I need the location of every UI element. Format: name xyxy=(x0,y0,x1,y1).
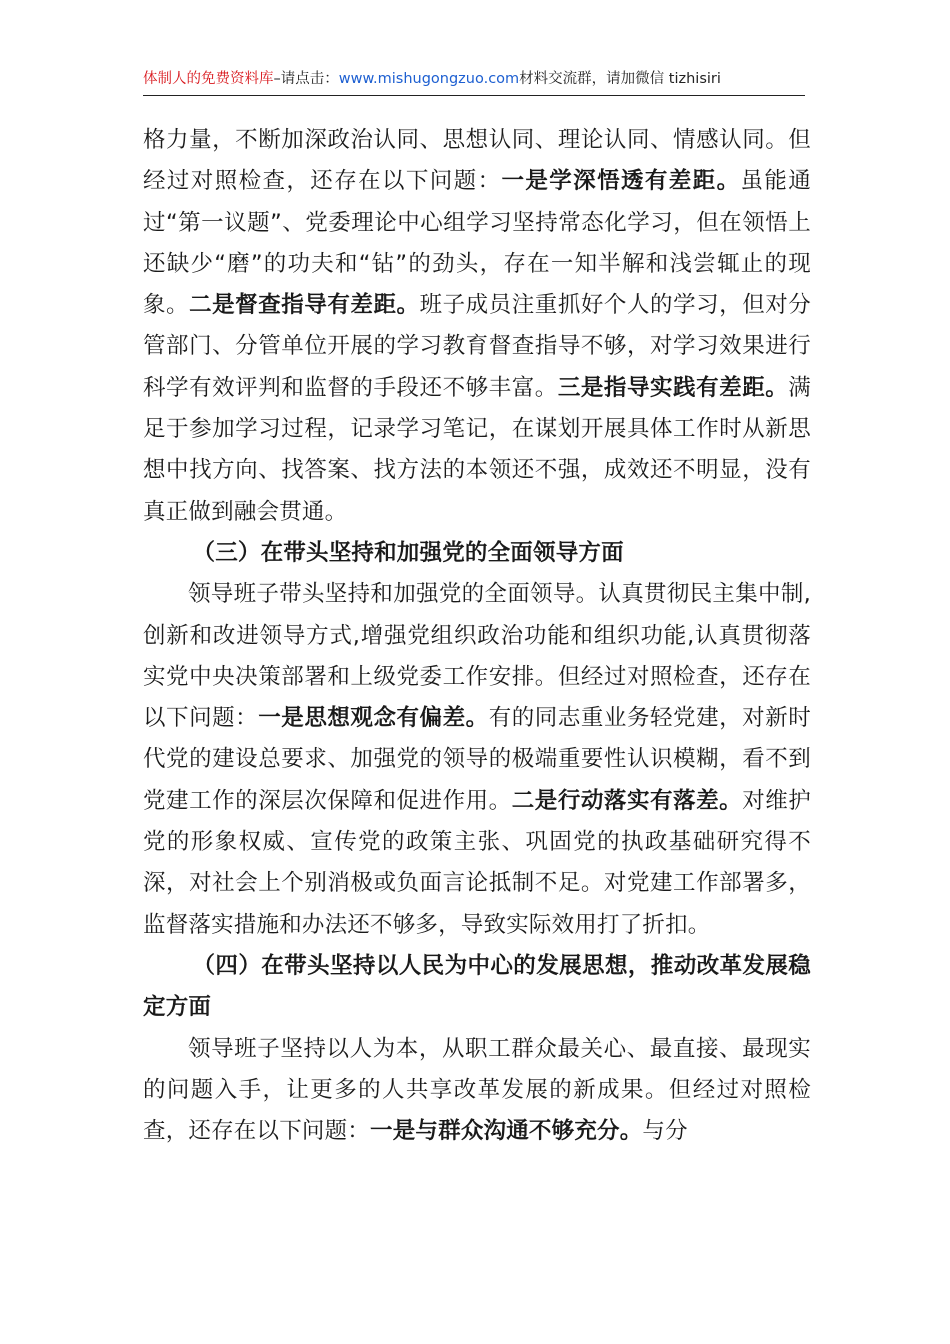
section-heading-4: （四）在带头坚持以人民为中心的发展思想，推动改革发展稳定方面 xyxy=(143,952,811,1021)
page-header xyxy=(143,66,805,96)
document-body xyxy=(143,120,811,1152)
header-prompt: –请点击： xyxy=(273,71,339,87)
bold-point: 一是思想观念有偏差。 xyxy=(258,705,489,732)
bold-point: 二是行动落实有落差。 xyxy=(511,787,743,814)
section-heading-3: （三）在带头坚持和加强党的全面领导方面 xyxy=(192,539,624,566)
bold-point: 一是学深悟透有差距。 xyxy=(501,168,741,195)
paragraph-3: 领导班子坚持以人为本，从职工群众最关心、最直接、最现实的问题入手，让更多的人共享改革发展的新成果。但经过对照检查，还存在以下问题：一是与群众沟通不够充分。与分 xyxy=(143,1035,811,1145)
header-site-name: 体制人的免费资料库 xyxy=(143,71,274,87)
paragraph-2: 领导班子带头坚持和加强党的全面领导。认真贯彻民主集中制,创新和改进领导方式,增强党组织政治功能和组织功能,认真贯彻落实党中央决策部署和上级党委工作安排。但经过对照检查，还存在以下问题：一是思想观念有偏差。有的同志重业务轻党建，对新时代党的建设总要求、加强党的领导的极端重要性认识模糊，看不到党建工作的深层次保障和促进作用。二是行动落实有落差。对维护党的形象权威、宣传党的政策主张、巩固党的执政基础研究得不深，对社会上个别消极或负面言论抵制不足。对党建工作部署多，监督落实措施和办法还不够多，导致实际效用打了折扣。 xyxy=(143,581,811,938)
bold-point: 一是与群众沟通不够充分。 xyxy=(370,1118,643,1145)
header-url-link[interactable]: www.mishugongzuo.com xyxy=(338,71,520,87)
header-contact: 材料交流群，请加微信 tizhisiri xyxy=(519,71,721,87)
paragraph-1: 格力量，不断加深政治认同、思想认同、理论认同、情感认同。但经过对照检查，还存在以下问题：一是学深悟透有差距。虽能通过“第一议题”、党委理论中心组学习坚持常态化学习，但在领悟上还缺少“磨”的功夫和“钻”的劲头，存在一知半解和浅尝辄止的现象。二是督查指导有差距。班子成员注重抓好个人的学习，但对分管部门、分管单位开展的学习教育督查指导不够，对学习效果进行科学有效评判和监督的手段还不够丰富。三是指导实践有差距。满足于参加学习过程，记录学习笔记，在谋划开展具体工作时从新思想中找方向、找答案、找方法的本领还不强，成效还不明显，没有真正做到融会贯通。 xyxy=(143,127,811,525)
bold-point: 二是督查指导有差距。 xyxy=(189,292,420,319)
bold-point: 三是指导实践有差距。 xyxy=(557,374,789,401)
